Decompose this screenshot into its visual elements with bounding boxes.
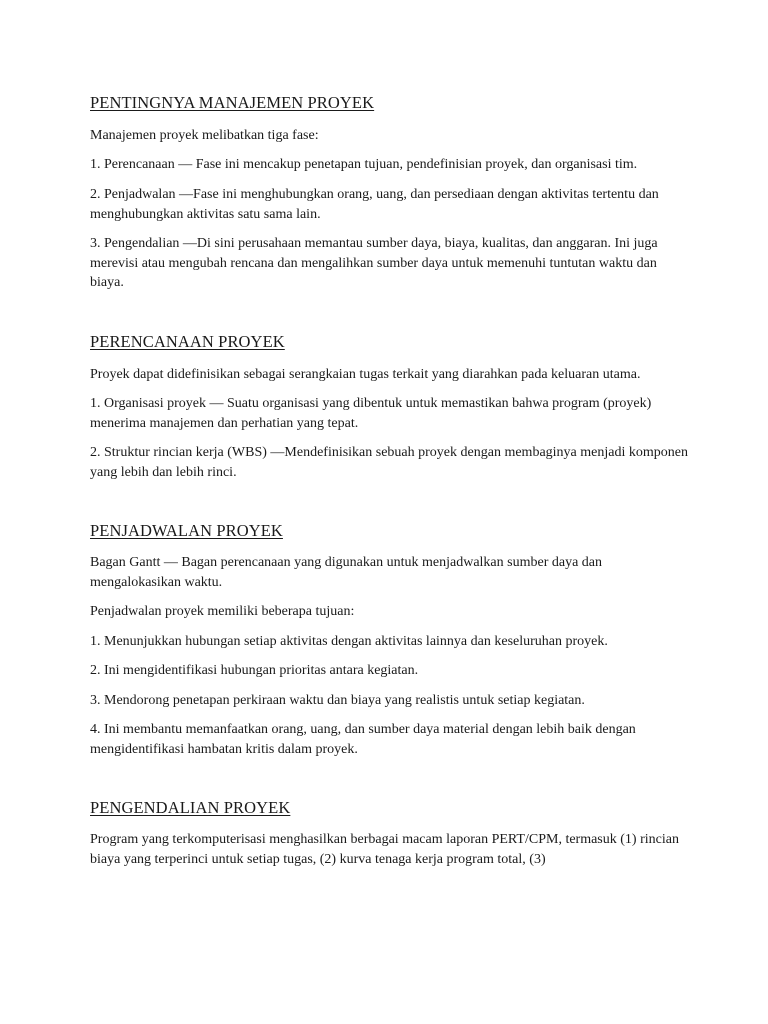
paragraph: Bagan Gantt — Bagan perencanaan yang digunakan untuk menjadwalkan sumber daya dan mengalokasikan waktu.	[90, 555, 602, 590]
section-heading-penjadwalan: PENJADWALAN PROYEK	[90, 521, 283, 540]
paragraph: Proyek dapat didefinisikan sebagai serangkaian tugas terkait yang diarahkan pada keluaran utama.	[90, 366, 641, 382]
paragraph: 3. Pengendalian —Di sini perusahaan memantau sumber daya, biaya, kualitas, dan anggaran. Ini juga merevisi atau mengubah rencana dan mengalihkan sumber daya untuk memenuhi tuntutan waktu dan biaya.	[90, 236, 658, 290]
paragraph: 2. Ini mengidentifikasi hubungan prioritas antara kegiatan.	[90, 663, 419, 678]
paragraph: 1. Menunjukkan hubungan setiap aktivitas dengan aktivitas lainnya dan keseluruhan proyek.	[90, 633, 608, 649]
section-heading-perencanaan: PERENCANAAN PROYEK	[90, 331, 285, 351]
paragraph: 4. Ini membantu memanfaatkan orang, uang, dan sumber daya material dengan lebih baik dengan mengidentifikasi hambatan kritis dalam proyek.	[90, 722, 636, 757]
paragraph: 1. Organisasi proyek — Suatu organisasi yang dibentuk untuk memastikan bahwa program (proyek) menerima manajemen dan perhatian yang tepat.	[90, 396, 652, 431]
paragraph: 2. Penjadwalan —Fase ini menghubungkan orang, uang, dan persediaan dengan aktivitas tertentu dan menghubungkan aktivitas satu sama lain.	[90, 187, 659, 222]
paragraph: 3. Mendorong penetapan perkiraan waktu dan biaya yang realistis untuk setiap kegiatan.	[90, 692, 585, 708]
paragraph: 2. Struktur rincian kerja (WBS) —Mendefinisikan sebuah proyek dengan membaginya menjadi komponen yang lebih dan lebih rinci.	[90, 445, 688, 480]
document-page	[90, 93, 690, 869]
paragraph: 1. Perencanaan — Fase ini mencakup penetapan tujuan, pendefinisian proyek, dan organisasi tim.	[90, 156, 638, 172]
paragraph: Penjadwalan proyek memiliki beberapa tujuan:	[90, 604, 355, 619]
paragraph: Manajemen proyek melibatkan tiga fase:	[90, 128, 319, 143]
section-heading-pentingnya: PENTINGNYA MANAJEMEN PROYEK	[90, 93, 375, 112]
section-heading-pengendalian: PENGENDALIAN PROYEK	[90, 798, 291, 817]
paragraph: Program yang terkomputerisasi menghasilkan berbagai macam laporan PERT/CPM, termasuk (1) rincian biaya yang terperinci untuk setiap tugas, (2) kurva tenaga kerja program total, (3)	[90, 832, 679, 867]
